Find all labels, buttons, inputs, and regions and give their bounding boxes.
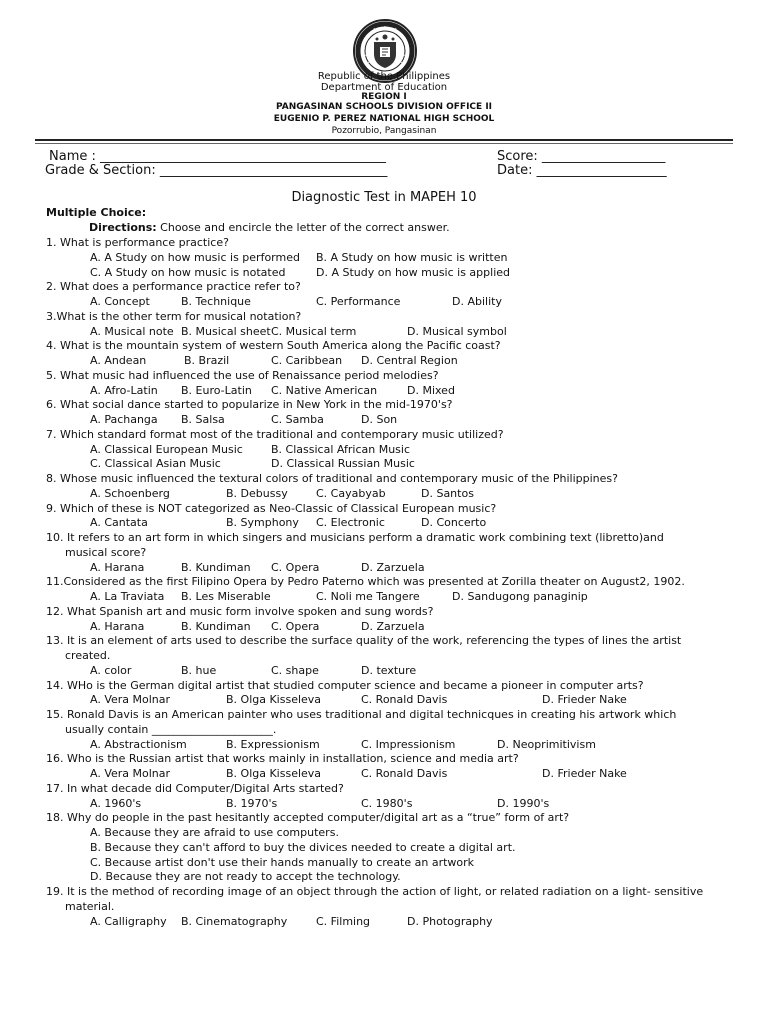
answer-choice[interactable]: C. Because artist don't use their hands manually to create an artwork: [90, 855, 475, 869]
answer-choice[interactable]: D. Neoprimitivism: [497, 737, 596, 751]
question-text: 3.What is the other term for musical notation?: [46, 309, 302, 323]
answer-choice[interactable]: C. Ronald Davis: [361, 767, 448, 780]
answer-choice[interactable]: B. Technique: [181, 295, 251, 308]
answer-choice[interactable]: A. color: [90, 663, 132, 677]
question-text: 10. It refers to an art form in which singers and musicians perform a dramatic work combining text (libretto)and: [46, 531, 664, 544]
choice-row: [0, 738, 768, 753]
choice-row: [0, 516, 768, 531]
choice-row: [0, 561, 768, 576]
section-label: Multiple Choice:: [46, 206, 147, 219]
question-stem: [0, 752, 768, 767]
question-stem: [0, 310, 768, 325]
question-stem: [0, 679, 768, 694]
choice-row: [0, 870, 768, 885]
answer-choice[interactable]: B. Euro-Latin: [181, 383, 252, 397]
answer-choice[interactable]: B. A Study on how music is written: [316, 250, 508, 264]
question-text: 7. Which standard format most of the traditional and contemporary music utilized?: [46, 427, 504, 441]
answer-choice[interactable]: B. Salsa: [181, 413, 225, 426]
directions-text: Choose and encircle the letter of the correct answer.: [156, 221, 450, 234]
question-stem: [0, 708, 768, 723]
question-text: created.: [65, 649, 111, 662]
answer-choice[interactable]: C. Samba: [271, 413, 324, 426]
answer-choice[interactable]: B. Cinematography: [181, 914, 288, 928]
answer-choice[interactable]: B. hue: [181, 663, 217, 677]
question-text: 18. Why do people in the past hesitantly accepted computer/digital art as a “true” form of art?: [46, 811, 570, 825]
question-list: [0, 236, 768, 929]
answer-choice[interactable]: B. Kundiman: [181, 560, 251, 574]
header-school: EUGENIO P. PEREZ NATIONAL HIGH SCHOOL: [273, 114, 495, 124]
score-field[interactable]: Score: ___________________: [497, 149, 666, 164]
question-text: 19. It is the method of recording image of an object through the action of light, or related radiation on a light- sensitive: [46, 885, 704, 898]
answer-choice[interactable]: A. Schoenberg: [90, 486, 170, 500]
choice-row: [0, 295, 768, 310]
date-field[interactable]: Date: ____________________: [497, 163, 667, 178]
header-region: REGION I: [361, 92, 407, 102]
question-stem: [0, 369, 768, 384]
answer-choice[interactable]: D. Classical Russian Music: [271, 457, 415, 471]
answer-choice[interactable]: C. Native American: [271, 383, 378, 397]
question-stem: [0, 900, 768, 915]
question-text: material.: [65, 899, 115, 913]
question-stem: [0, 634, 768, 649]
answer-choice[interactable]: C. Cayabyab: [316, 486, 386, 500]
answer-choice[interactable]: D. Photography: [407, 914, 493, 928]
answer-choice[interactable]: A. La Traviata: [90, 590, 165, 603]
answer-choice[interactable]: D. Santos: [421, 486, 474, 500]
answer-choice[interactable]: B. 1970's: [226, 796, 278, 810]
question-stem: [0, 428, 768, 443]
answer-choice[interactable]: A. Cantata: [90, 516, 148, 530]
test-title: Diagnostic Test in MAPEH 10: [291, 190, 477, 205]
question-stem: [0, 398, 768, 413]
answer-choice[interactable]: B. Olga Kisseleva: [226, 693, 322, 707]
question-stem: [0, 472, 768, 487]
answer-choice[interactable]: A. Andean: [90, 354, 147, 367]
question-text: musical score?: [65, 545, 147, 559]
answer-choice[interactable]: D. Because they are not ready to accept the technology.: [90, 870, 401, 884]
question-text: 15. Ronald Davis is an American painter who uses traditional and digital technicques in creating his artwork which: [46, 708, 677, 721]
answer-choice[interactable]: A. Musical note: [90, 324, 174, 338]
question-text: 1. What is performance practice?: [46, 236, 229, 249]
choice-row: [0, 915, 768, 930]
answer-choice[interactable]: C. Electronic: [316, 516, 385, 530]
question-stem: [0, 723, 768, 738]
choice-row: [0, 841, 768, 856]
answer-choice[interactable]: D. Mixed: [407, 383, 455, 397]
question-text: 5. What music had influenced the use of Renaissance period melodies?: [46, 368, 439, 382]
choice-row: [0, 693, 768, 708]
answer-choice[interactable]: B. Debussy: [226, 486, 288, 500]
answer-choice[interactable]: C. Impressionism: [361, 737, 456, 751]
question-stem: [0, 885, 768, 900]
answer-choice[interactable]: B. Brazil: [184, 354, 230, 367]
header-department: Department of Education: [320, 82, 448, 93]
answer-choice[interactable]: D. Sandugong panaginip: [452, 590, 588, 603]
choice-row: [0, 266, 768, 281]
answer-choice[interactable]: C. shape: [271, 663, 319, 677]
answer-choice[interactable]: A. Vera Molnar: [90, 693, 171, 707]
answer-choice[interactable]: C. Ronald Davis: [361, 693, 448, 707]
name-field[interactable]: Name : ____________________________________________: [49, 149, 386, 164]
answer-choice[interactable]: C. Caribbean: [271, 354, 343, 367]
answer-choice[interactable]: D. Frieder Nake: [542, 767, 627, 780]
question-stem: [0, 811, 768, 826]
answer-choice[interactable]: D. texture: [361, 663, 417, 677]
choice-row: [0, 797, 768, 812]
question-stem: [0, 782, 768, 797]
header-location: Pozorrubio, Pangasinan: [331, 126, 437, 136]
answer-choice[interactable]: A. A Study on how music is performed: [90, 250, 300, 264]
answer-choice[interactable]: A. Afro-Latin: [90, 383, 158, 397]
choice-row: [0, 826, 768, 841]
question-text: 4. What is the mountain system of western South America along the Pacific coast?: [46, 339, 501, 353]
question-stem: [0, 339, 768, 354]
answer-choice[interactable]: B. Symphony: [226, 516, 299, 530]
choice-row: [0, 251, 768, 266]
answer-choice[interactable]: D. Central Region: [361, 354, 458, 367]
question-text: 12. What Spanish art and music form involve spoken and sung words?: [46, 604, 434, 618]
answer-choice[interactable]: D. Ability: [452, 295, 502, 308]
question-stem: [0, 280, 768, 295]
question-text: 16. Who is the Russian artist that works mainly in installation, science and media art?: [46, 752, 519, 766]
choice-row: [0, 413, 768, 428]
choice-row: [0, 767, 768, 782]
choice-row: [0, 620, 768, 635]
choice-row: [0, 443, 768, 458]
question-stem: [0, 502, 768, 517]
answer-choice[interactable]: A. Harana: [90, 619, 145, 633]
answer-choice[interactable]: A. Pachanga: [90, 413, 158, 426]
answer-choice[interactable]: B. Because they can't afford to buy the divices needed to create a digital art.: [90, 840, 516, 854]
answer-choice[interactable]: A. Calligraphy: [90, 914, 167, 928]
question-stem: [0, 605, 768, 620]
answer-choice[interactable]: D. A Study on how music is applied: [316, 265, 511, 279]
answer-choice[interactable]: B. Musical sheet: [181, 324, 271, 338]
directions-label: Directions:: [89, 221, 157, 234]
answer-choice[interactable]: A. Abstractionism: [90, 737, 187, 751]
answer-choice[interactable]: D. Concerto: [421, 516, 487, 530]
question-text: 14. WHo is the German digital artist that studied computer science and became a pioneer in computer arts?: [46, 678, 644, 692]
question-text: usually contain ______________________.: [65, 722, 277, 736]
answer-choice[interactable]: A. Harana: [90, 560, 145, 574]
choice-row: [0, 590, 768, 605]
answer-choice[interactable]: B. Classical African Music: [271, 442, 411, 456]
answer-choice[interactable]: A. 1960's: [90, 796, 142, 810]
answer-choice[interactable]: A. Classical European Music: [90, 442, 243, 456]
question-stem: [0, 236, 768, 251]
question-text: 9. Which of these is NOT categorized as Neo-Classic of Classical European music?: [46, 501, 497, 515]
answer-choice[interactable]: C. A Study on how music is notated: [90, 265, 286, 279]
answer-choice[interactable]: C. 1980's: [361, 796, 413, 810]
answer-choice[interactable]: D. Zarzuela: [361, 619, 425, 633]
header-divider-thin: [35, 143, 733, 144]
answer-choice[interactable]: D. Frieder Nake: [542, 693, 627, 707]
choice-row: [0, 354, 768, 369]
answer-choice[interactable]: B. Expressionism: [226, 737, 320, 751]
answer-choice[interactable]: D. Musical symbol: [407, 324, 507, 338]
question-text: 11.Considered as the first Filipino Opera by Pedro Paterno which was presented at Zorilla theater on August2, 1902.: [46, 575, 685, 589]
answer-choice[interactable]: C. Filming: [316, 914, 371, 928]
question-text: 6. What social dance started to popularize in New York in the mid-1970's?: [46, 398, 453, 412]
choice-row: [0, 487, 768, 502]
answer-choice[interactable]: C. Musical term: [271, 324, 357, 338]
answer-choice[interactable]: B. Olga Kisseleva: [226, 767, 322, 780]
answer-choice[interactable]: B. Les Miserable: [181, 590, 271, 603]
choice-row: [0, 856, 768, 871]
answer-choice[interactable]: A. Concept: [90, 295, 150, 308]
answer-choice[interactable]: D. 1990's: [497, 796, 550, 810]
question-stem: [0, 546, 768, 561]
choice-row: [0, 664, 768, 679]
question-stem: [0, 649, 768, 664]
directions: [89, 222, 450, 233]
answer-choice[interactable]: C. Opera: [271, 560, 320, 574]
answer-choice[interactable]: C. Classical Asian Music: [90, 457, 221, 471]
answer-choice[interactable]: C. Opera: [271, 619, 320, 633]
choice-row: [0, 457, 768, 472]
answer-choice[interactable]: A. Because they are afraid to use computers.: [90, 826, 339, 839]
choice-row: [0, 325, 768, 340]
question-stem: [0, 575, 768, 590]
answer-choice[interactable]: B. Kundiman: [181, 619, 251, 633]
header-republic: Republic of the Philippines: [317, 71, 451, 82]
question-text: 17. In what decade did Computer/Digital Arts started?: [46, 781, 344, 795]
answer-choice[interactable]: D. Son: [361, 413, 398, 426]
question-text: 13. It is an element of arts used to describe the surface quality of the work, referencing the types of lines the artist: [46, 634, 682, 648]
question-text: 8. Whose music influenced the textural colors of traditional and contemporary music of the Philippines?: [46, 472, 618, 485]
grade-section-field[interactable]: Grade & Section: ___________________________________: [45, 163, 388, 178]
choice-row: [0, 384, 768, 399]
answer-choice[interactable]: D. Zarzuela: [361, 560, 425, 574]
header-division: PANGASINAN SCHOOLS DIVISION OFFICE II: [275, 102, 493, 112]
header-divider: [35, 139, 733, 141]
answer-choice[interactable]: C. Performance: [316, 295, 401, 308]
answer-choice[interactable]: C. Noli me Tangere: [316, 590, 420, 603]
answer-choice[interactable]: A. Vera Molnar: [90, 767, 171, 780]
question-stem: [0, 531, 768, 546]
question-text: 2. What does a performance practice refer to?: [46, 280, 301, 294]
